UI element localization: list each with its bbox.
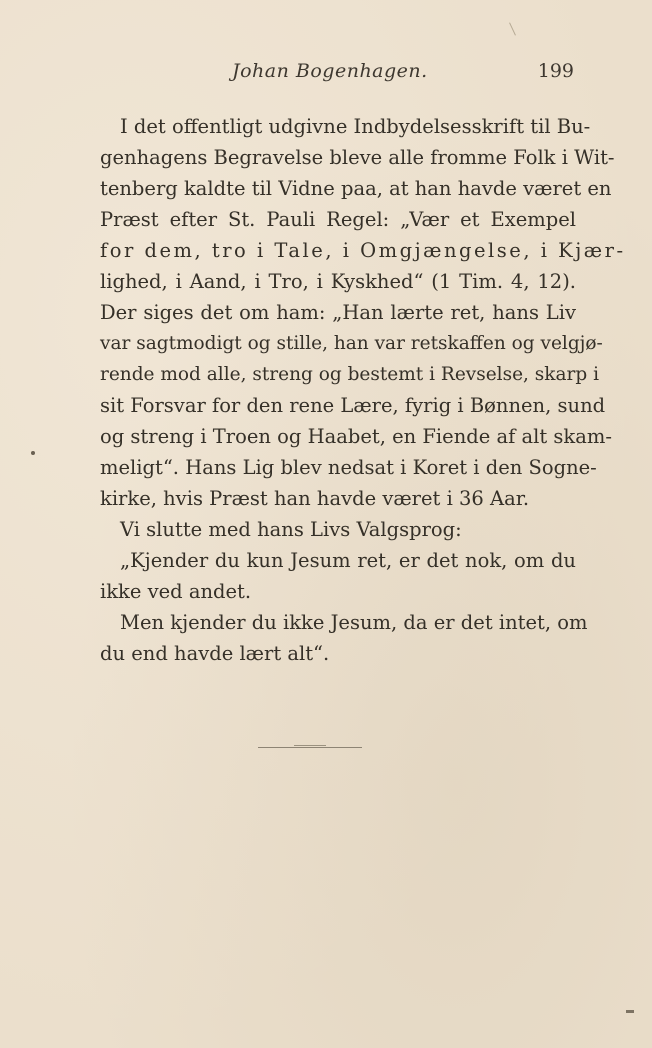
section-divider [258,747,362,748]
text-line: Der siges det om ham: „Han lærte ret, hans Liv [100,301,576,324]
text-line: Vi slutte med hans Livs Valgsprog: [120,518,462,541]
text-line: for dem, tro i Tale, i Omgjængelse, i Kjær- [100,239,626,262]
body-text [100,111,626,669]
text-line: tenberg kaldte til Vidne paa, at han havde været en [100,177,612,200]
text-line: kirke, hvis Præst han havde været i 36 Aar. [100,487,530,510]
text-line: ikke ved andet. [100,580,252,603]
paper-mark [509,22,516,35]
text-line: sit Forsvar for den rene Lære, fyrig i Bønnen, sund [100,394,606,417]
text-line: du end havde lært alt“. [100,642,330,665]
margin-dot [31,451,35,455]
text-line: I det offentligt udgivne Indbydelsesskrift til Bu- [120,115,591,138]
text-line: meligt“. Hans Lig blev nedsat i Koret i den Sogne- [100,456,597,479]
text-line: „Kjender du kun Jesum ret, er det nok, om du [120,549,576,572]
running-title: Johan Bogenhagen. [232,60,428,82]
text-line: Præst efter St. Pauli Regel: „Vær et Exempel [100,208,576,231]
text-line: og streng i Troen og Haabet, en Fiende af alt skam- [100,425,612,448]
text-line: lighed, i Aand, i Tro, i Kyskhed“ (1 Tim. 4, 12). [100,270,576,293]
text-line: var sagtmodigt og stille, han var retskaffen og velgjø- [100,333,603,354]
edge-mark [626,1010,634,1013]
text-line: genhagens Begravelse bleve alle fromme Folk i Wit- [100,146,615,169]
page-number: 199 [537,60,574,82]
page-header [100,60,576,90]
text-line: rende mod alle, streng og bestemt i Revselse, skarp i [100,364,600,385]
text-line: Men kjender du ikke Jesum, da er det intet, om [120,611,588,634]
